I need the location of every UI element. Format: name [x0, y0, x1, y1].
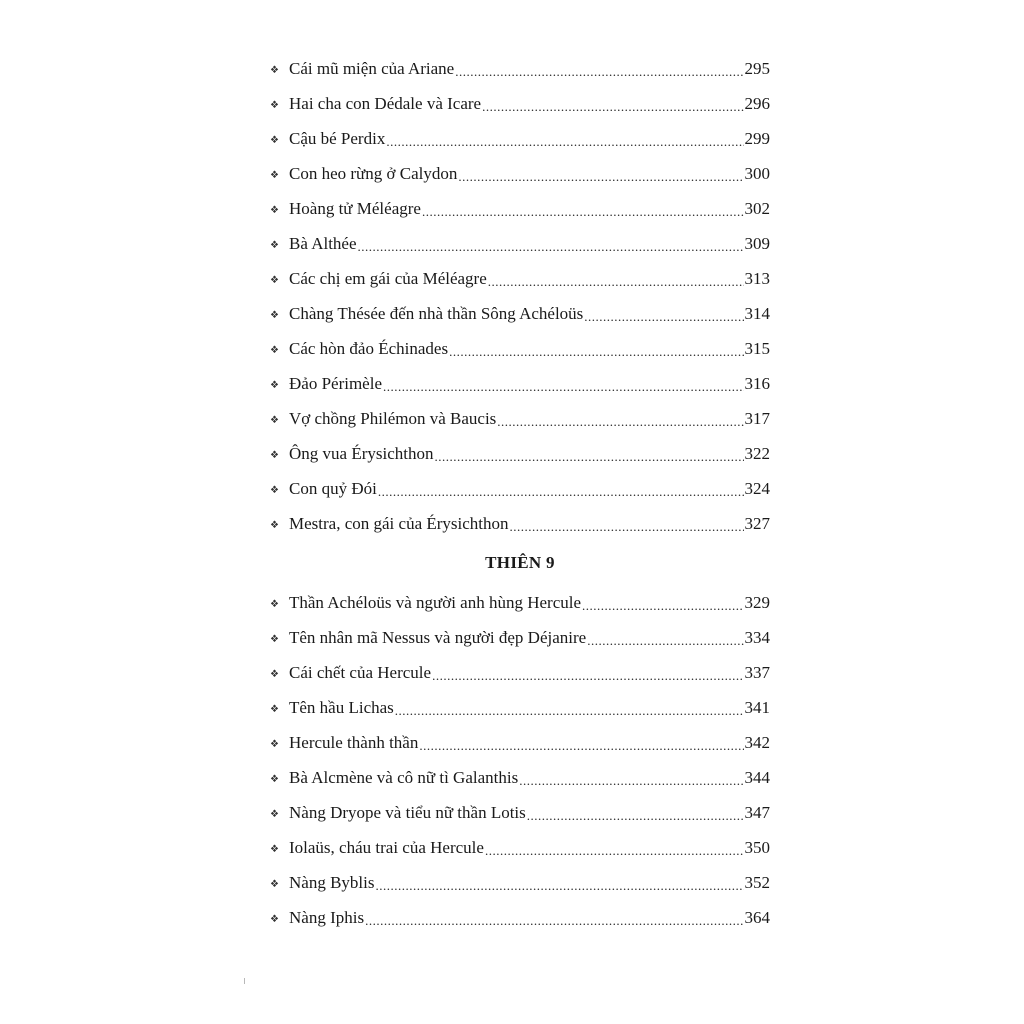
diamond-bullet-icon: ❖	[270, 484, 279, 496]
toc-entry-title: Cái mũ miện của Ariane	[289, 59, 455, 78]
dot-leader	[365, 914, 743, 927]
dot-leader	[422, 205, 744, 218]
toc-entry-title: Nàng Iphis	[289, 908, 365, 927]
dot-leader	[510, 520, 744, 533]
toc-entry-page: 322	[744, 444, 770, 463]
toc-entry	[270, 506, 770, 541]
toc-entry-title: Tên hầu Lichas	[289, 698, 394, 717]
diamond-bullet-icon: ❖	[270, 239, 279, 251]
diamond-bullet-icon: ❖	[270, 843, 279, 855]
scan-speck	[244, 978, 245, 984]
diamond-bullet-icon: ❖	[270, 169, 279, 181]
toc-entry	[270, 760, 770, 795]
dot-leader	[419, 739, 743, 752]
diamond-bullet-icon: ❖	[270, 598, 279, 610]
diamond-bullet-icon: ❖	[270, 519, 279, 531]
toc-entry-title: Bà Alcmène và cô nữ tì Galanthis	[289, 768, 519, 787]
diamond-bullet-icon: ❖	[270, 449, 279, 461]
diamond-bullet-icon: ❖	[270, 633, 279, 645]
diamond-bullet-icon: ❖	[270, 99, 279, 111]
toc-entry	[270, 865, 770, 900]
dot-leader	[395, 704, 744, 717]
dot-leader	[383, 380, 744, 393]
diamond-bullet-icon: ❖	[270, 134, 279, 146]
toc-entry-title: Thần Achéloüs và người anh hùng Hercule	[289, 593, 582, 612]
diamond-bullet-icon: ❖	[270, 878, 279, 890]
toc-entry	[270, 620, 770, 655]
toc-entry-title: Mestra, con gái của Érysichthon	[289, 514, 509, 533]
toc-entry-title: Ông vua Érysichthon	[289, 444, 434, 463]
toc-entry-page: 337	[744, 663, 770, 682]
toc-entry-page: 329	[744, 593, 770, 612]
dot-leader	[488, 275, 744, 288]
toc-entry-title: Con heo rừng ở Calydon	[289, 164, 458, 183]
toc-entry-title: Cái chết của Hercule	[289, 663, 432, 682]
toc-entry-page: 347	[744, 803, 770, 822]
dot-leader	[485, 844, 744, 857]
toc-entry-page: 341	[744, 698, 770, 717]
dot-leader	[458, 170, 743, 183]
toc-entry-title: Vợ chồng Philémon và Baucis	[289, 409, 497, 428]
toc-entry-title: Iolaüs, cháu trai của Hercule	[289, 838, 484, 857]
diamond-bullet-icon: ❖	[270, 668, 279, 680]
dot-leader	[482, 100, 743, 113]
toc-entry	[270, 366, 770, 401]
toc-entry	[270, 830, 770, 865]
toc-entry-title: Nàng Dryope và tiểu nữ thần Lotis	[289, 803, 526, 822]
toc-entry-page: 317	[744, 409, 770, 428]
toc-entry-page: 295	[744, 59, 770, 78]
toc-entry	[270, 471, 770, 506]
toc-entry-page: 302	[744, 199, 770, 218]
diamond-bullet-icon: ❖	[270, 703, 279, 715]
toc-entry-title: Các hòn đảo Échinades	[289, 339, 449, 358]
diamond-bullet-icon: ❖	[270, 204, 279, 216]
toc-entry	[270, 51, 770, 86]
toc-entry-page: 324	[744, 479, 770, 498]
toc-entry	[270, 156, 770, 191]
dot-leader	[434, 450, 743, 463]
dot-leader	[587, 634, 743, 647]
toc-entry-title: Cậu bé Perdix	[289, 129, 386, 148]
diamond-bullet-icon: ❖	[270, 773, 279, 785]
dot-leader	[455, 65, 743, 78]
toc-entry	[270, 725, 770, 760]
toc-entry-title: Hoàng tử Méléagre	[289, 199, 421, 218]
toc-entry-page: 313	[744, 269, 770, 288]
toc-entry-page: 299	[744, 129, 770, 148]
toc-entry-page: 342	[744, 733, 770, 752]
diamond-bullet-icon: ❖	[270, 274, 279, 286]
toc-entry-page: 296	[744, 94, 770, 113]
section-heading: THIÊN 9	[485, 553, 555, 572]
toc-entry-page: 352	[744, 873, 770, 892]
toc-entry-page: 316	[744, 374, 770, 393]
dot-leader	[386, 135, 743, 148]
toc-entry-title: Con quỷ Đói	[289, 479, 377, 498]
toc-entry-page: 315	[744, 339, 770, 358]
toc-entry-title: Các chị em gái của Méléagre	[289, 269, 487, 288]
diamond-bullet-icon: ❖	[270, 309, 279, 321]
toc-entry	[270, 191, 770, 226]
toc-entry-page: 314	[744, 304, 770, 323]
toc-entry-page: 364	[744, 908, 770, 927]
toc-entry	[270, 795, 770, 830]
toc-entry-page: 344	[744, 768, 770, 787]
toc-entry-page: 334	[744, 628, 770, 647]
toc-entry	[270, 401, 770, 436]
toc-entry-page: 300	[744, 164, 770, 183]
toc-entry-title: Hai cha con Dédale và Icare	[289, 94, 482, 113]
toc-entry-title: Hercule thành thần	[289, 733, 419, 752]
dot-leader	[519, 774, 743, 787]
dot-leader	[497, 415, 743, 428]
toc-entry	[270, 331, 770, 366]
dot-leader	[449, 345, 743, 358]
toc-entry	[270, 655, 770, 690]
dot-leader	[527, 809, 744, 822]
toc-entry	[270, 585, 770, 620]
toc-list-before-section	[270, 51, 770, 541]
diamond-bullet-icon: ❖	[270, 414, 279, 426]
diamond-bullet-icon: ❖	[270, 379, 279, 391]
toc-entry-page: 309	[744, 234, 770, 253]
diamond-bullet-icon: ❖	[270, 64, 279, 76]
toc-entry	[270, 86, 770, 121]
toc-entry-title: Bà Althée	[289, 234, 357, 253]
dot-leader	[582, 599, 743, 612]
diamond-bullet-icon: ❖	[270, 913, 279, 925]
toc-entry	[270, 690, 770, 725]
toc-entry-title: Chàng Thésée đến nhà thần Sông Achéloüs	[289, 304, 584, 323]
toc-entry-title: Nàng Byblis	[289, 873, 375, 892]
toc-entry	[270, 296, 770, 331]
toc-entry-title: Tên nhân mã Nessus và người đẹp Déjanire	[289, 628, 587, 647]
diamond-bullet-icon: ❖	[270, 344, 279, 356]
dot-leader	[375, 879, 743, 892]
dot-leader	[378, 485, 744, 498]
toc-entry-title: Đảo Périmèle	[289, 374, 382, 393]
toc-entry	[270, 436, 770, 471]
diamond-bullet-icon: ❖	[270, 738, 279, 750]
toc-entry-page: 327	[744, 514, 770, 533]
toc-entry-page: 350	[744, 838, 770, 857]
toc-entry	[270, 121, 770, 156]
dot-leader	[432, 669, 743, 682]
toc-entry	[270, 261, 770, 296]
diamond-bullet-icon: ❖	[270, 808, 279, 820]
toc-list-after-section	[270, 585, 770, 935]
toc-entry	[270, 226, 770, 261]
toc-entry	[270, 900, 770, 935]
dot-leader	[358, 240, 744, 253]
dot-leader	[584, 310, 743, 323]
